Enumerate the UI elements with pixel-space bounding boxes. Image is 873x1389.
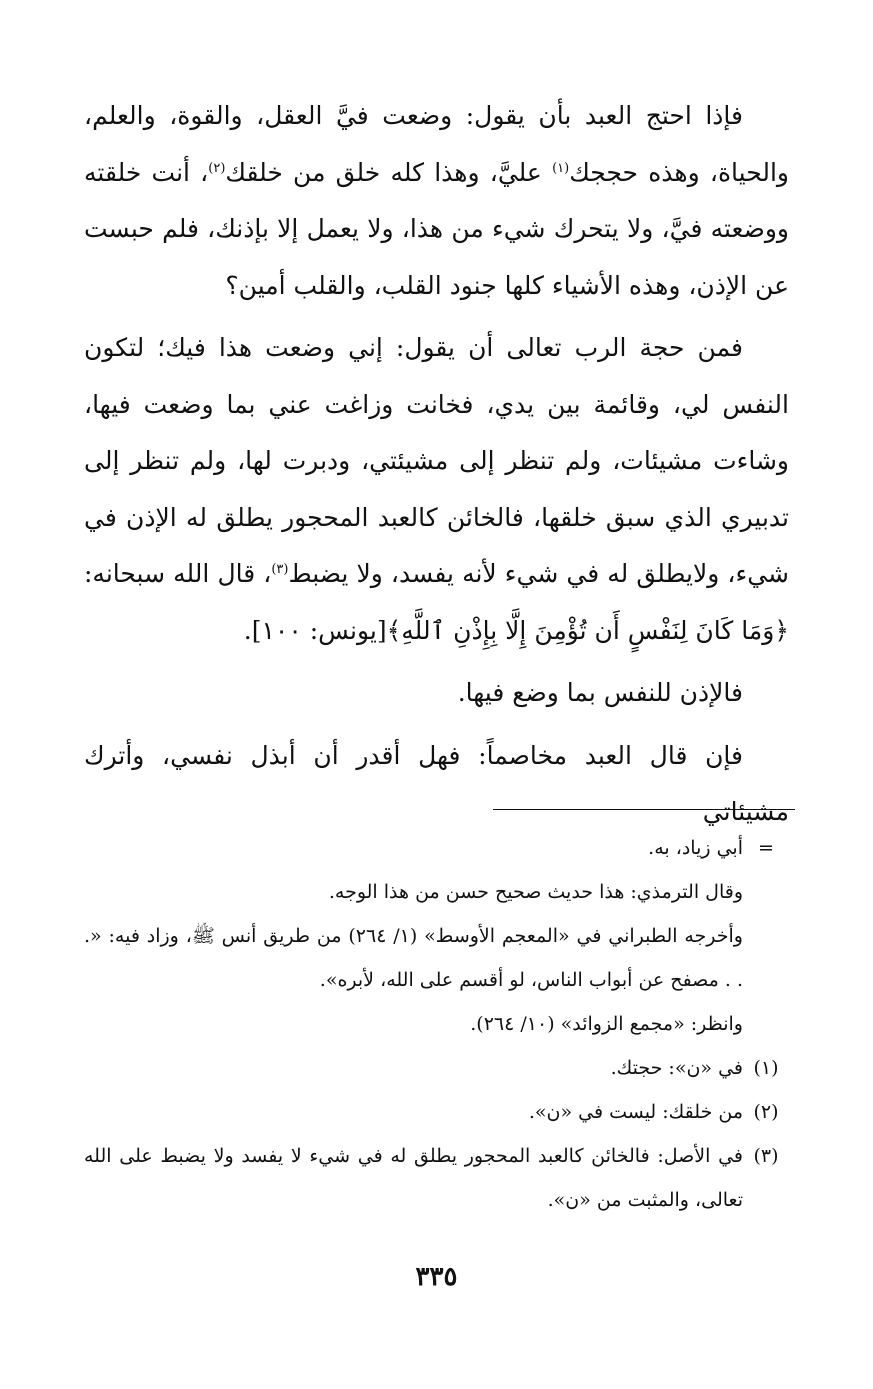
page-number: ٣٣٥ (415, 1262, 458, 1292)
continuation-marker: = (758, 837, 774, 859)
continuation-line-4: وانظر: «مجمع الزوائد» (١٠/ ٢٦٤). (470, 1013, 743, 1035)
footnote-2-marker: (٢) (753, 1101, 779, 1123)
quran-verse: ﴿وَمَا كَانَ لِنَفْسٍ أَن تُؤْمِنَ إِلَّا بِإِذْنِ ٱللَّهِ﴾ (386, 615, 789, 645)
footnote-continuation (84, 826, 789, 870)
paragraph-4: فإن قال العبد مخاصماً: فهل أقدر أن أبذل نفسي، وأترك مشيئاتي (84, 740, 789, 826)
footnote-3-text: في الأصل: فالخائن كالعبد المحجور يطلق له في شيء لا يفسد ولا يضبط على الله تعالى، والمثبت من «ن». (84, 1145, 743, 1211)
continuation-line-3: وأخرجه الطبراني في «المعجم الأوسط» (١/ ٢٦٤) من طريق أنس ﷺ، وزاد فيه: «. . . مصفح عن أبواب الناس، لو أقسم على الله، لأبره». (84, 925, 743, 991)
footnote-separator (493, 809, 795, 810)
footnote-3-marker: (٣) (753, 1145, 779, 1167)
continuation-line-2: وقال الترمذي: هذا حديث صحيح حسن من هذا الوجه. (328, 881, 743, 903)
paragraph-3: فالإذن للنفس بما وضع فيها. (457, 678, 743, 707)
footnote-2-text: من خلقك: ليست في «ن». (528, 1101, 743, 1123)
paragraph-1-text-b: عليَّ، وهذا كله خلق من خلقك (225, 157, 553, 187)
footnote-1 (84, 1046, 789, 1090)
footnotes (84, 826, 789, 1222)
paragraph-1 (84, 88, 789, 314)
paragraph-2-text-b: ، قال الله سبحانه: (84, 559, 272, 588)
continuation-line-1: أبي زياد، به. (648, 837, 743, 859)
footnote-1-marker: (١) (753, 1057, 779, 1079)
footnote-ref-3: (٣) (271, 562, 289, 577)
footnote-1-text: في «ن»: حجتك. (610, 1057, 743, 1079)
main-text (84, 88, 789, 847)
footnote-ref-2: (٢) (208, 160, 226, 176)
paragraph-2 (84, 320, 789, 659)
paragraph-1-text-c: ، أنت خلقته ووضعته فيَّ، ولا يتحرك شيء من هذا، ولا يعمل إلا بإذنك، فلم حبست عن الإذن، وهذه الأشياء كلها جنود القلب، والقلب أمين؟ (84, 157, 789, 300)
paragraph-2-text-a: فمن حجة الرب تعالى أن يقول: إني وضعت هذا فيك؛ لتكون النفس لي، وقائمة بين يدي، فخانت وزاغت عني بما وضعت فيها، وشاءت مشيئات، ولم تنظر إلى مشيئتي، ودبرت لها، ولم تنظر إلى تدبيري الذي سبق خلقها، فالخائن كالعبد المحجور يطلق له الإذن في شيء، ولايطلق له في شيء لأنه يفسد، ولا يضبط (84, 333, 789, 588)
footnote-2 (84, 1090, 789, 1134)
paragraph-1-text-a: فإذا احتج العبد بأن يقول: وضعت فيَّ العقل، والقوة، والعلم، والحياة، وهذه حججك (84, 101, 789, 187)
verse-reference: [يونس: ١٠٠]. (243, 615, 387, 645)
footnote-3 (84, 1134, 789, 1222)
footnote-ref-1: (١) (552, 160, 570, 176)
